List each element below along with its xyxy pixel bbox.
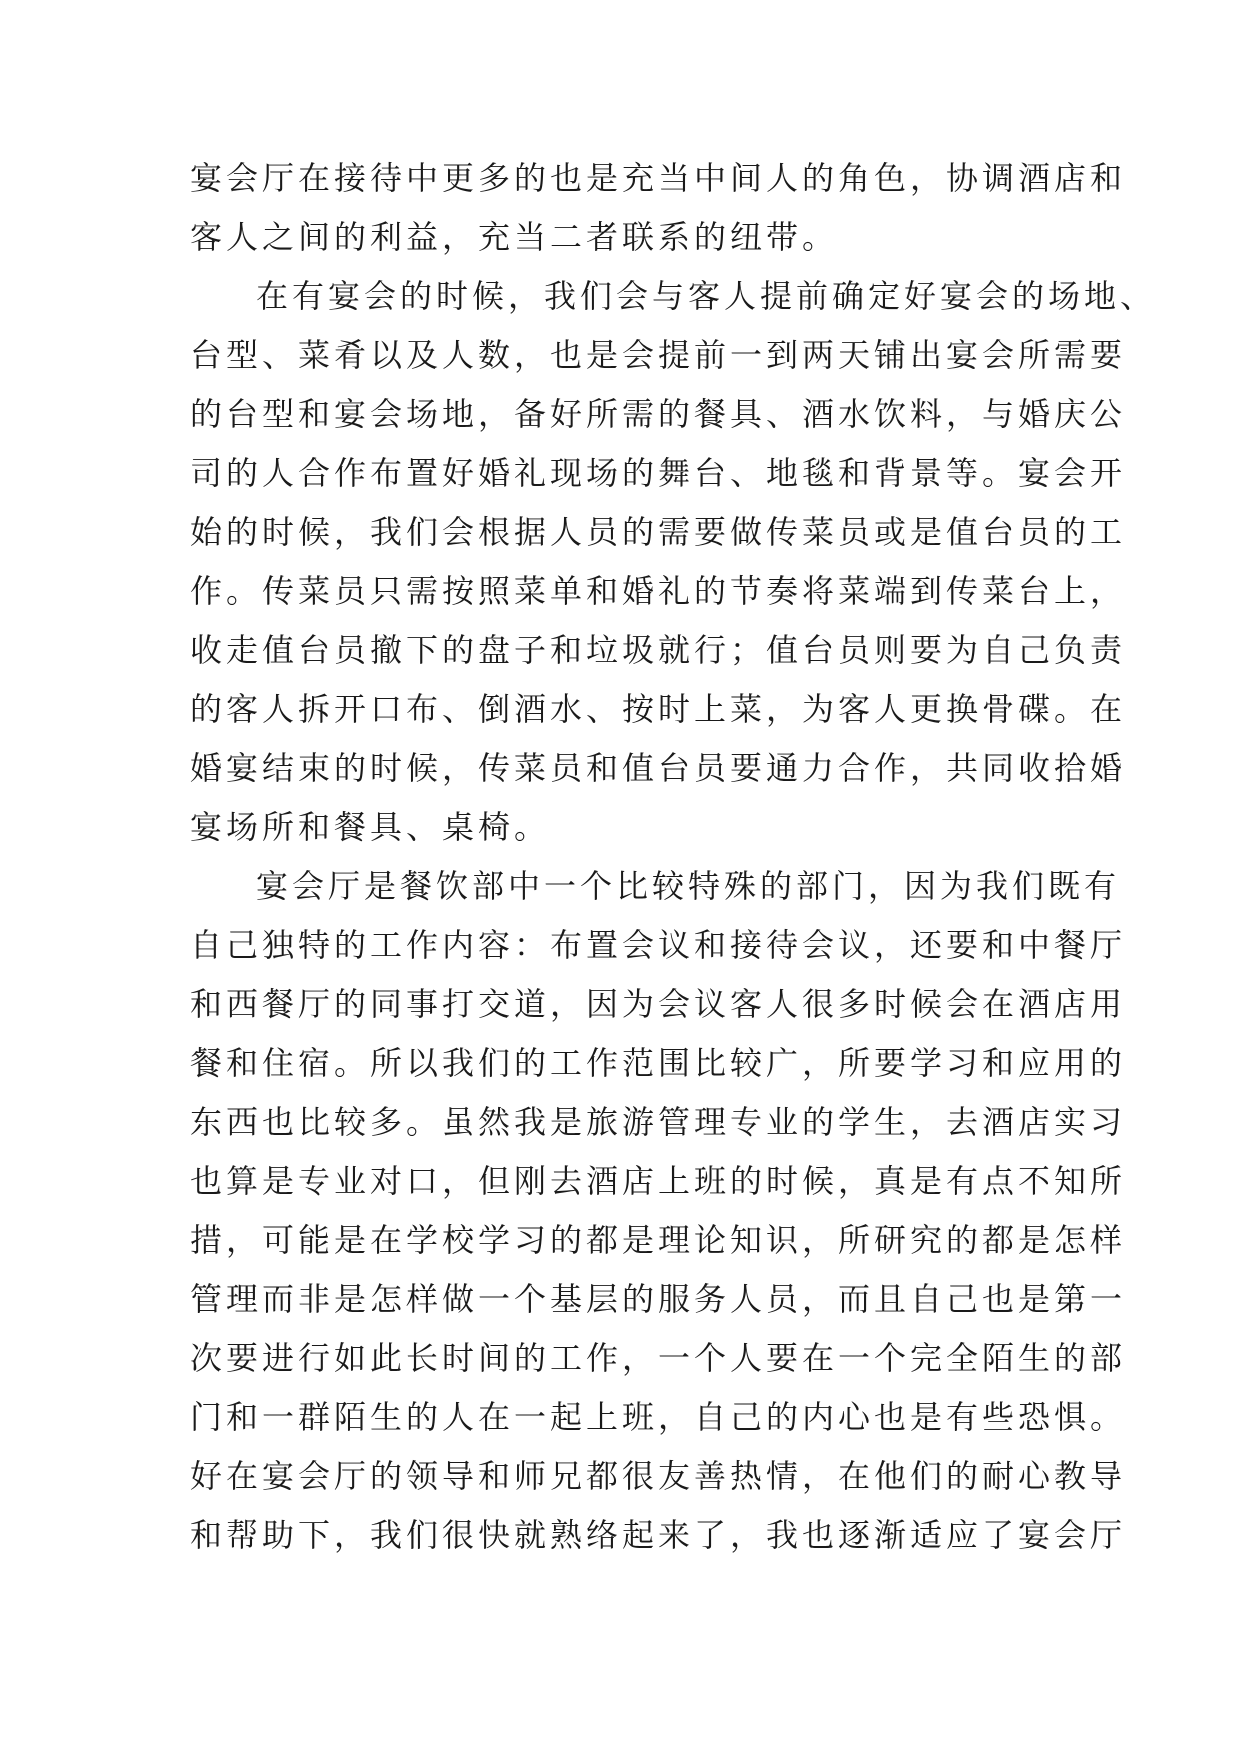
- text-line: 始的时候，我们会根据人员的需要做传菜员或是值台员的工: [190, 513, 1127, 551]
- text-line: 作。传菜员只需按照菜单和婚礼的节奏将菜端到传菜台上，: [190, 572, 1127, 610]
- paragraph-start-line: 在有宴会的时候，我们会与客人提前确定好宴会的场地、: [256, 277, 1157, 315]
- text-line: 措，可能是在学校学习的都是理论知识，所研究的都是怎样: [190, 1221, 1127, 1259]
- text-line: 和西餐厅的同事打交道，因为会议客人很多时候会在酒店用: [190, 985, 1127, 1023]
- text-line: 的台型和宴会场地，备好所需的餐具、酒水饮料，与婚庆公: [190, 395, 1127, 433]
- text-line: 餐和住宿。所以我们的工作范围比较广，所要学习和应用的: [190, 1044, 1127, 1082]
- text-line: 的客人拆开口布、倒酒水、按时上菜，为客人更换骨碟。在: [190, 690, 1127, 728]
- text-line: 次要进行如此长时间的工作，一个人要在一个完全陌生的部: [190, 1339, 1127, 1377]
- text-line: 好在宴会厅的领导和师兄都很友善热情，在他们的耐心教导: [190, 1457, 1127, 1495]
- text-line: 宴会厅在接待中更多的也是充当中间人的角色，协调酒店和: [190, 159, 1127, 197]
- text-line: 和帮助下，我们很快就熟络起来了，我也逐渐适应了宴会厅: [190, 1516, 1127, 1554]
- text-line: 婚宴结束的时候，传菜员和值台员要通力合作，共同收拾婚: [190, 749, 1127, 787]
- text-line: 也算是专业对口，但刚去酒店上班的时候，真是有点不知所: [190, 1162, 1127, 1200]
- text-line: 宴场所和餐具、桌椅。: [190, 808, 551, 846]
- paragraph-start-line: 宴会厅是餐饮部中一个比较特殊的部门，因为我们既有: [256, 867, 1121, 905]
- text-line: 台型、菜肴以及人数，也是会提前一到两天铺出宴会所需要: [190, 336, 1127, 374]
- text-line: 客人之间的利益，充当二者联系的纽带。: [190, 218, 839, 256]
- text-line: 收走值台员撤下的盘子和垃圾就行；值台员则要为自己负责: [190, 631, 1127, 669]
- text-line: 自己独特的工作内容：布置会议和接待会议，还要和中餐厅: [190, 926, 1127, 964]
- text-line: 东西也比较多。虽然我是旅游管理专业的学生，去酒店实习: [190, 1103, 1127, 1141]
- text-line: 门和一群陌生的人在一起上班，自己的内心也是有些恐惧。: [190, 1398, 1127, 1436]
- text-line: 司的人合作布置好婚礼现场的舞台、地毯和背景等。宴会开: [190, 454, 1127, 492]
- text-line: 管理而非是怎样做一个基层的服务人员，而且自己也是第一: [190, 1280, 1127, 1318]
